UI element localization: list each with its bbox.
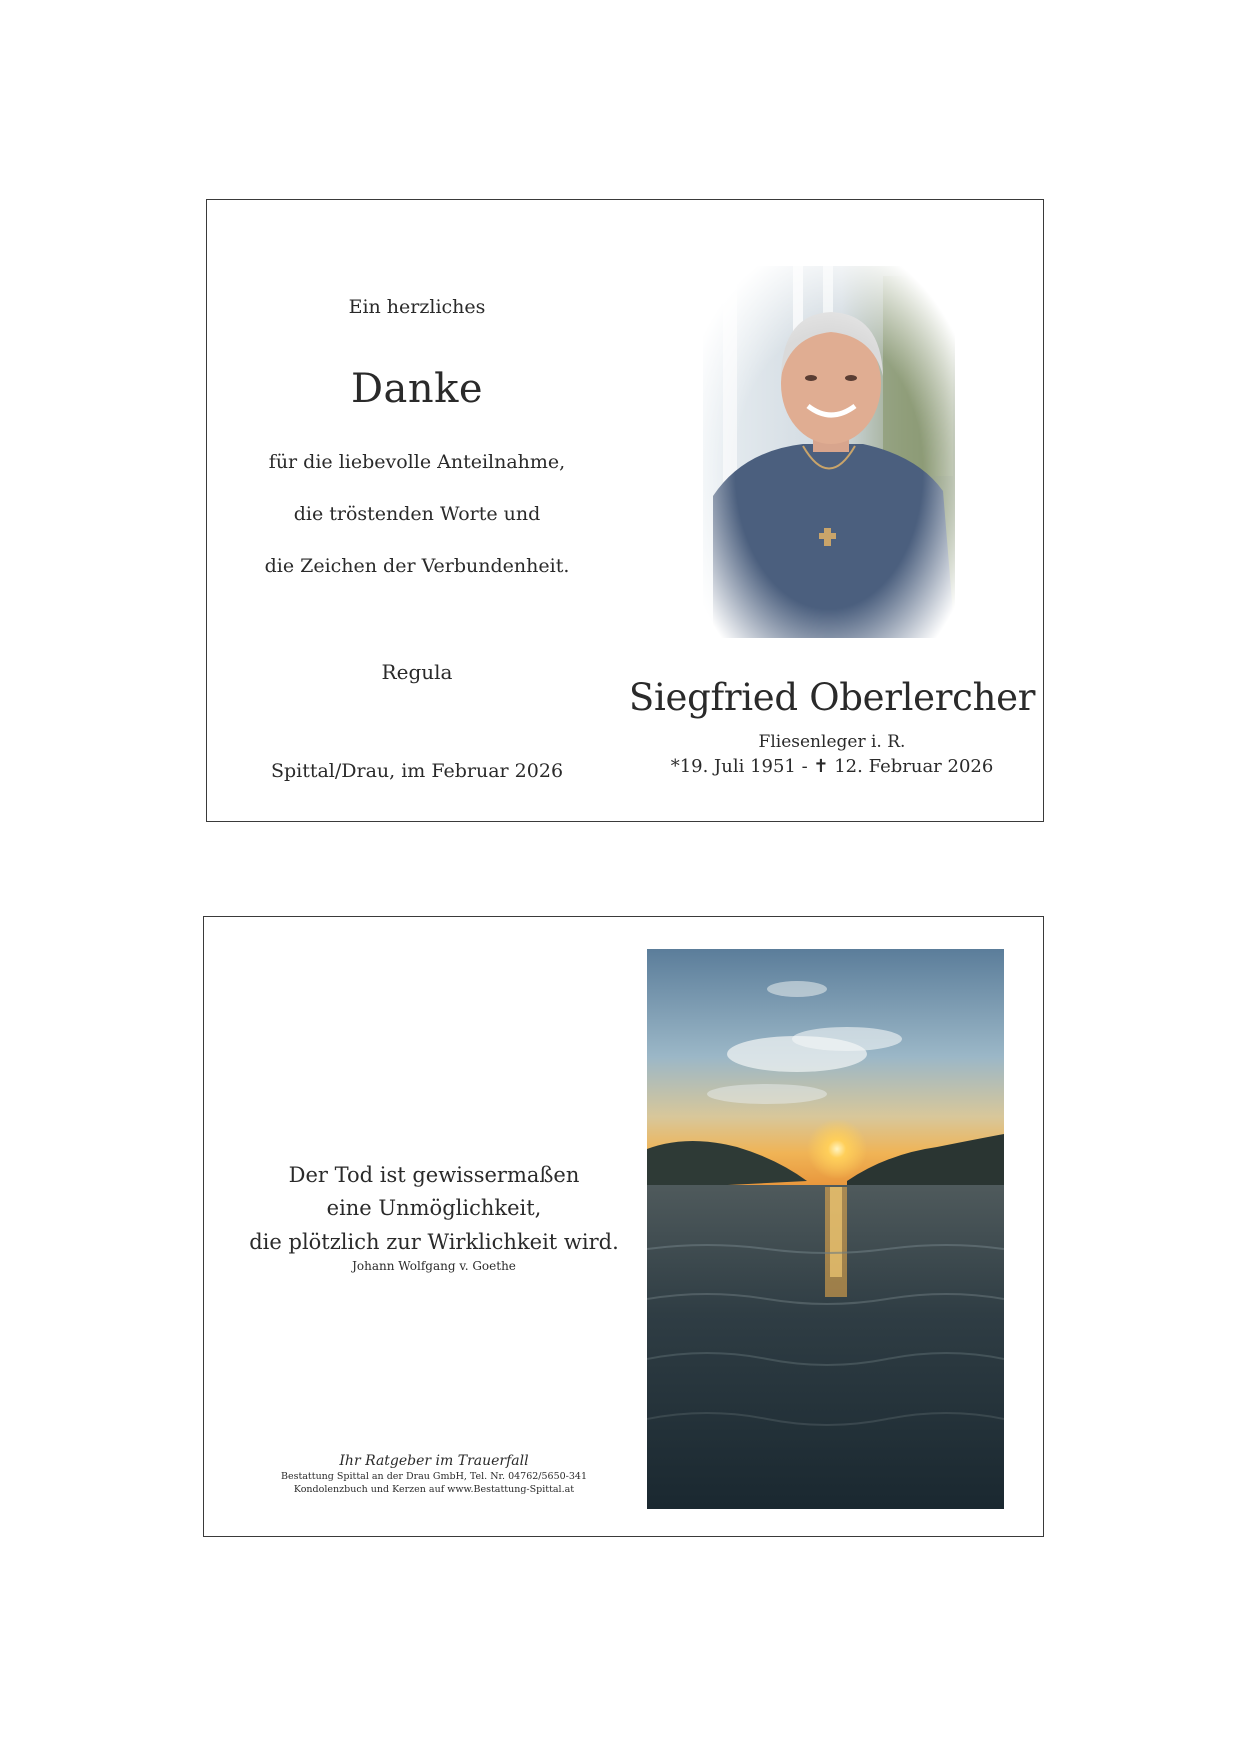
funeral-home-tagline: Ihr Ratgeber im Trauerfall — [339, 1453, 529, 1469]
funeral-home-contact: Bestattung Spittal an der Drau GmbH, Tel. Nr. 04762/5650-341 — [280, 1471, 588, 1482]
quote-line: eine Unmöglichkeit, — [326, 1196, 542, 1220]
quote-author: Johann Wolfgang v. Goethe — [352, 1259, 516, 1273]
portrait-photo — [703, 266, 955, 638]
signer-name: Regula — [381, 660, 453, 684]
thanks-line: die tröstenden Worte und — [293, 503, 541, 525]
thanks-line: die Zeichen der Verbundenheit. — [264, 555, 570, 577]
quote-line: Der Tod ist gewissermaßen — [288, 1163, 580, 1187]
sunset-lake-photo — [647, 949, 1004, 1509]
thanks-line: für die liebevolle Anteilnahme, — [268, 451, 566, 473]
thank-you-card — [206, 199, 1044, 822]
profession: Fliesenleger i. R. — [758, 732, 906, 752]
funeral-home-web: Kondolenzbuch und Kerzen auf www.Bestattung-Spittal.at — [293, 1484, 575, 1495]
life-dates: *19. Juli 1951 - ✝ 12. Februar 2026 — [670, 756, 994, 777]
danke-heading: Danke — [350, 366, 484, 412]
deceased-name: Siegfried Oberlercher — [628, 676, 1036, 719]
intro-text: Ein herzliches — [348, 296, 486, 318]
quote-line: die plötzlich zur Wirklichkeit wird. — [249, 1230, 619, 1254]
place-date: Spittal/Drau, im Februar 2026 — [270, 760, 564, 782]
quote-card — [203, 916, 1044, 1537]
